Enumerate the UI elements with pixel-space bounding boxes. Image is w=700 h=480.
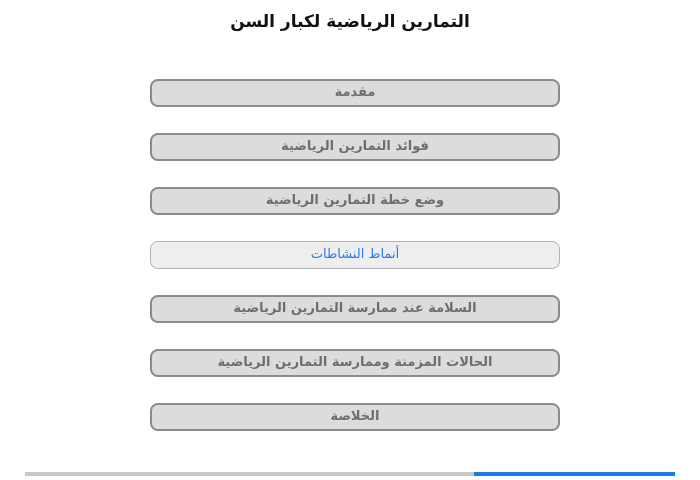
progress-bar: [25, 472, 675, 476]
menu-item-introduction[interactable]: مقدمة: [150, 79, 560, 107]
progress-bar-fill: [474, 472, 676, 476]
menu-item-chronic-conditions[interactable]: الحالات المزمنة وممارسة التمارين الرياضية: [150, 349, 560, 377]
menu-item-exercise-benefits[interactable]: فوائد التمارين الرياضية: [150, 133, 560, 161]
chapter-menu: [150, 79, 560, 457]
menu-item-summary[interactable]: الخلاصة: [150, 403, 560, 431]
menu-item-exercise-plan[interactable]: وضع خطة التمارين الرياضية: [150, 187, 560, 215]
page-title: التمارين الرياضية لكبار السن: [230, 12, 470, 32]
menu-item-exercise-safety[interactable]: السلامة عند ممارسة التمارين الرياضية: [150, 295, 560, 323]
menu-item-activity-types[interactable]: أنماط النشاطات: [150, 241, 560, 269]
